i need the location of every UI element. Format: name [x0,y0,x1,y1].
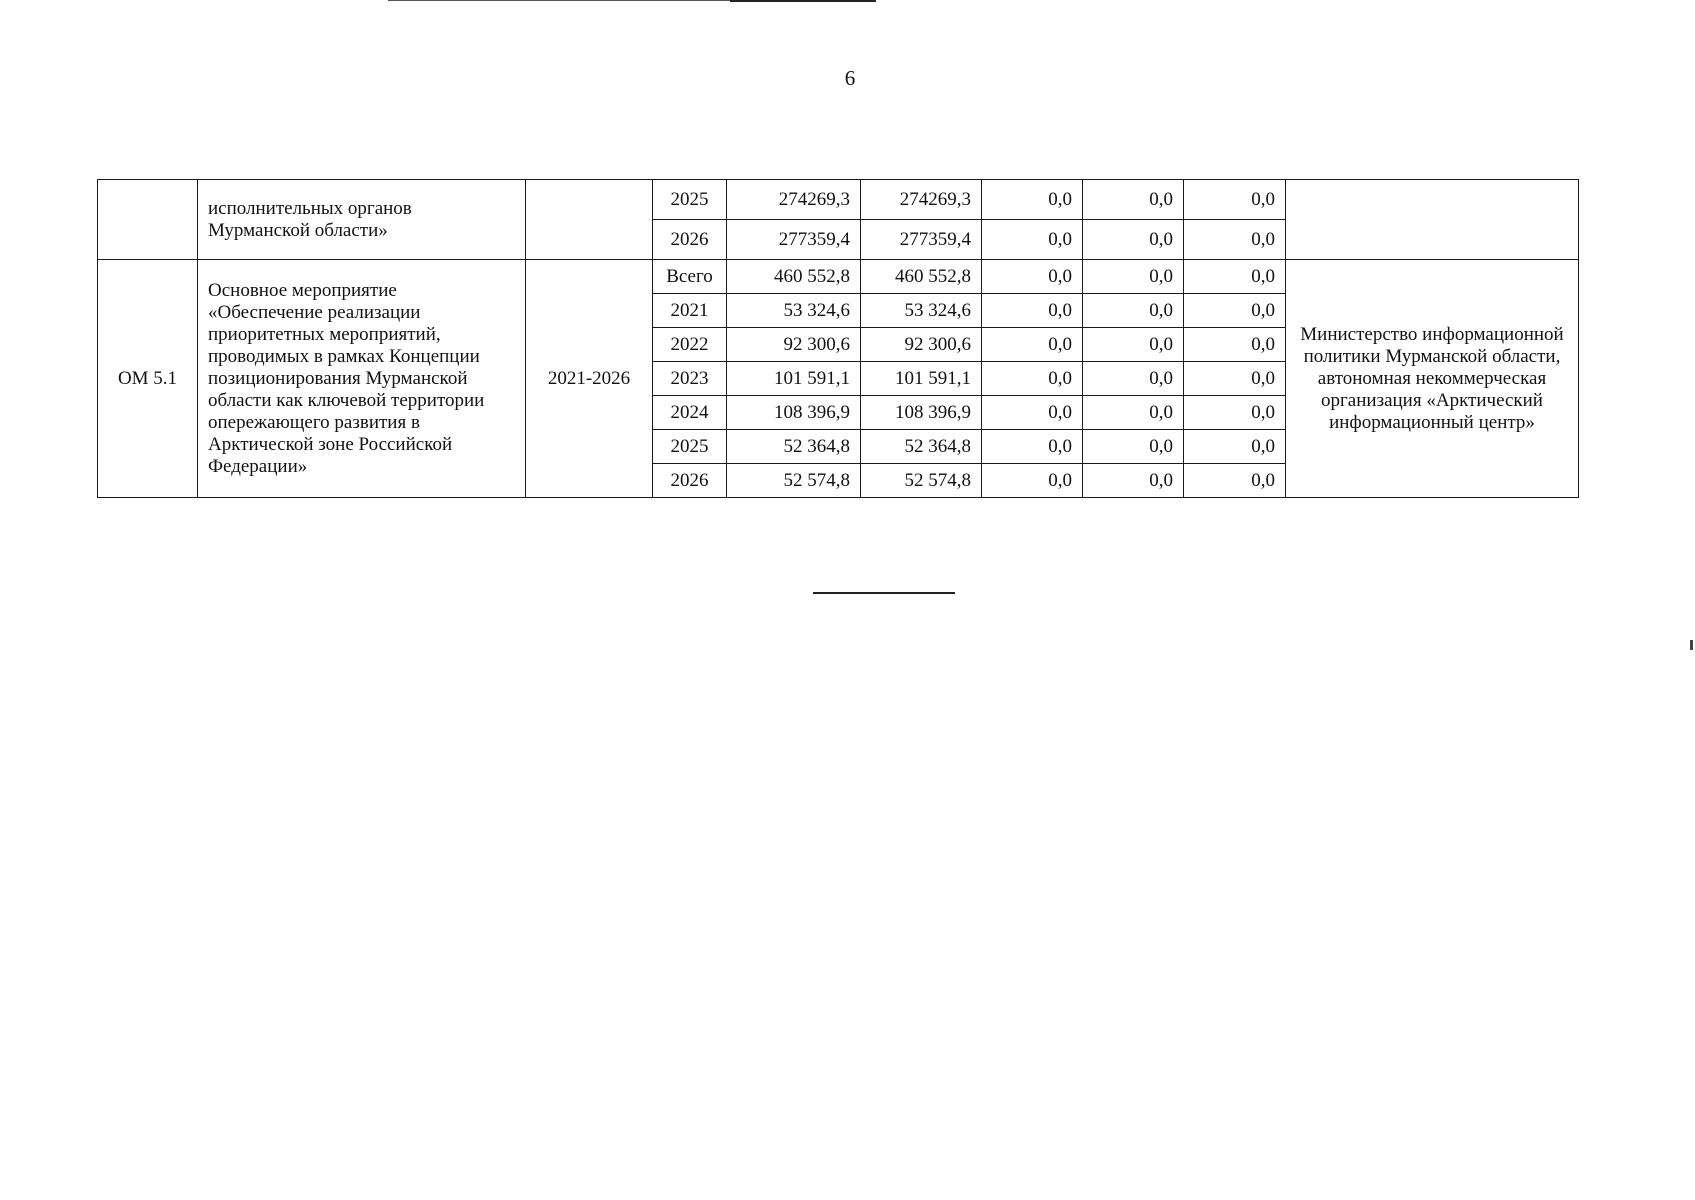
continuation-code-cell [98,180,198,260]
federal-cell: 0,0 [982,430,1083,464]
federal-cell: 0,0 [982,180,1083,220]
budget-table [97,179,1579,498]
extra-cell: 0,0 [1184,294,1286,328]
measure-code: ОМ 5.1 [98,260,198,498]
regional-cell: 101 591,1 [861,362,982,396]
total-cell: 277359,4 [727,220,861,260]
extra-cell: 0,0 [1184,464,1286,498]
total-cell: 101 591,1 [727,362,861,396]
municipal-cell: 0,0 [1083,464,1184,498]
regional-cell: 53 324,6 [861,294,982,328]
federal-cell: 0,0 [982,260,1083,294]
table-row [98,260,1579,294]
year-cell: 2026 [653,220,727,260]
federal-cell: 0,0 [982,294,1083,328]
federal-cell: 0,0 [982,362,1083,396]
regional-cell: 274269,3 [861,180,982,220]
year-cell: 2021 [653,294,727,328]
year-cell: 2026 [653,464,727,498]
total-cell: 52 364,8 [727,430,861,464]
table-row [98,180,1579,220]
federal-cell: 0,0 [982,328,1083,362]
total-cell: 92 300,6 [727,328,861,362]
regional-cell: 108 396,9 [861,396,982,430]
municipal-cell: 0,0 [1083,180,1184,220]
year-cell: 2025 [653,180,727,220]
continuation-description: исполнительных органов Мурманской области» [198,180,526,260]
continuation-period-cell [526,180,653,260]
municipal-cell: 0,0 [1083,430,1184,464]
extra-cell: 0,0 [1184,260,1286,294]
extra-cell: 0,0 [1184,180,1286,220]
extra-cell: 0,0 [1184,362,1286,396]
year-cell: Всего [653,260,727,294]
total-cell: 274269,3 [727,180,861,220]
extra-cell: 0,0 [1184,328,1286,362]
federal-cell: 0,0 [982,396,1083,430]
total-cell: 108 396,9 [727,396,861,430]
scan-edge-mark [1690,640,1693,650]
page-number: 6 [844,66,856,90]
municipal-cell: 0,0 [1083,220,1184,260]
municipal-cell: 0,0 [1083,396,1184,430]
total-cell: 52 574,8 [727,464,861,498]
regional-cell: 92 300,6 [861,328,982,362]
federal-cell: 0,0 [982,464,1083,498]
total-cell: 460 552,8 [727,260,861,294]
municipal-cell: 0,0 [1083,328,1184,362]
end-of-document-rule [813,592,955,594]
extra-cell: 0,0 [1184,396,1286,430]
extra-cell: 0,0 [1184,430,1286,464]
measure-description: Основное мероприятие «Обеспечение реализации приоритетных мероприятий, проводимых в рамках Концепции позиционирования Мурманской области как ключевой территории опережающего развития в Арктической зоне Российской Федерации» [198,260,526,498]
continuation-executor-cell [1286,180,1579,260]
municipal-cell: 0,0 [1083,260,1184,294]
year-cell: 2023 [653,362,727,396]
regional-cell: 52 574,8 [861,464,982,498]
measure-period: 2021-2026 [526,260,653,498]
extra-cell: 0,0 [1184,220,1286,260]
federal-cell: 0,0 [982,220,1083,260]
regional-cell: 277359,4 [861,220,982,260]
municipal-cell: 0,0 [1083,294,1184,328]
regional-cell: 460 552,8 [861,260,982,294]
year-cell: 2025 [653,430,727,464]
year-cell: 2022 [653,328,727,362]
year-cell: 2024 [653,396,727,430]
regional-cell: 52 364,8 [861,430,982,464]
measure-executor: Министерство информационной политики Мурманской области, автономная некоммерческая организация «Арктический информационный центр» [1286,260,1579,498]
total-cell: 53 324,6 [727,294,861,328]
top-scan-rule-dark [730,0,876,2]
municipal-cell: 0,0 [1083,362,1184,396]
